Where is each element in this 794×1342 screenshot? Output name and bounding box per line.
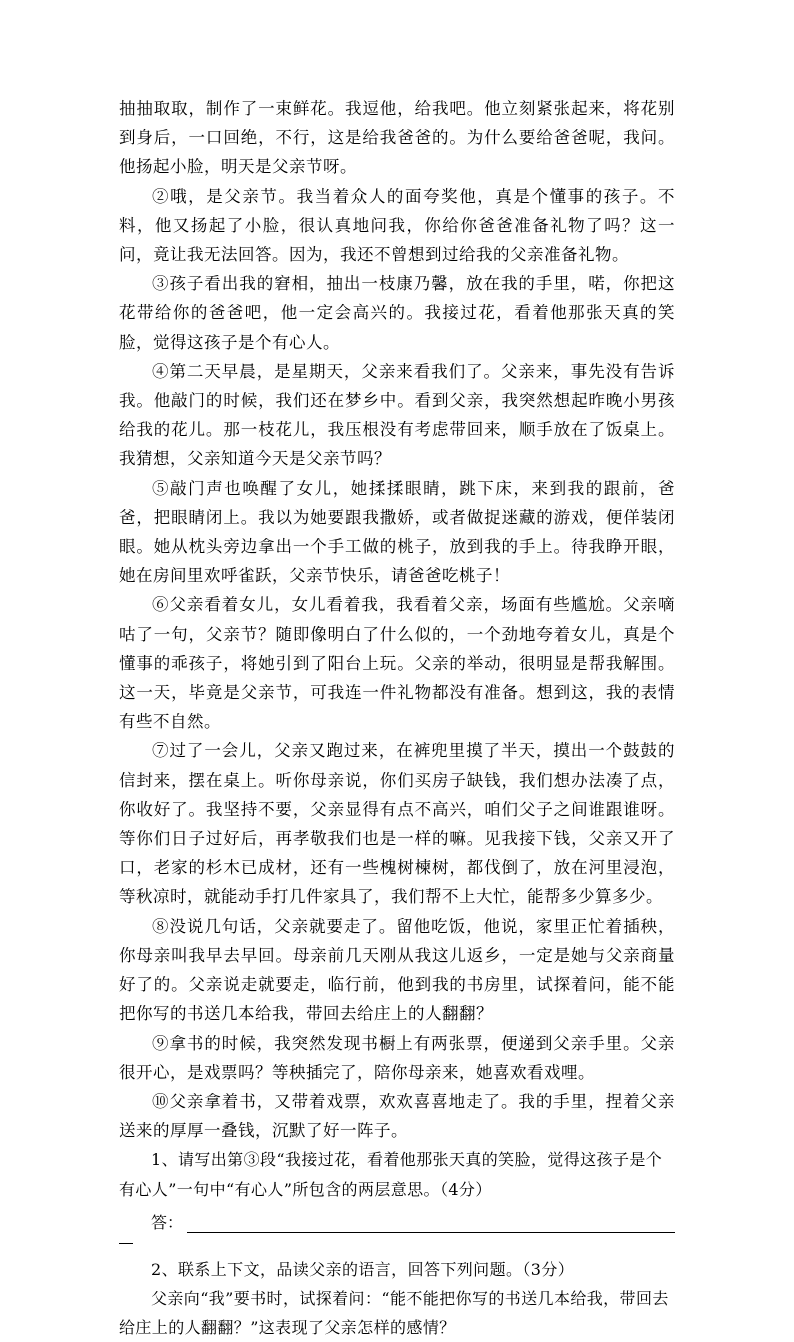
answer-label: 答： xyxy=(151,1212,184,1232)
paragraph-8: ⑧没说几句话，父亲就要走了。留他吃饭，他说，家里正忙着插秧，你母亲叫我早去早回。母亲前几天刚从我这儿返乡，一定是她与父亲商量好了的。父亲说走就要走，临行前，他到我的书房里，试探着问，能不能把你写的书送几本给我，带回去给庄上的人翻翻？ xyxy=(119,916,675,1024)
paragraph-10: ⑩父亲拿着书，又带着戏票，欢欢喜喜地走了。我的手里，捏着父亲送来的厚厚一叠钱，沉默了好一阵子。 xyxy=(119,1091,675,1141)
answer-row-1 xyxy=(119,1204,675,1233)
paragraph-7: ⑦过了一会儿，父亲又跑过来，在裤兜里摸了半天，摸出一个鼓鼓的信封来，摆在桌上。听你母亲说，你们买房子缺钱，我们想办法凑了点，你收好了。我坚持不要，父亲显得有点不高兴，咱们父子之间谁跟谁呀。等你们日子过好后，再孝敬我们也是一样的嘛。见我接下钱，父亲又开了口，老家的杉木已成材，还有一些槐树楝树，都伐倒了，放在河里浸泡，等秋凉时，就能动手打几件家具了，我们帮不上大忙，能帮多少算多少。 xyxy=(119,741,675,907)
paragraph-5: ⑤敲门声也唤醒了女儿，她揉揉眼睛，跳下床，来到我的跟前，爸爸，把眼睛闭上。我以为她要跟我撒娇，或者做捉迷藏的游戏，便佯装闭眼。她从枕头旁边拿出一个手工做的桃子，放到我的手上。待我睁开眼，她在房间里欢呼雀跃，父亲节快乐，请爸爸吃桃子！ xyxy=(119,478,675,586)
question-2: 2、联系上下文，品读父亲的语言，回答下列问题。（3分） xyxy=(151,1259,575,1279)
paragraph-3: ③孩子看出我的窘相，抽出一枝康乃馨，放在我的手里，喏，你把这花带给你的爸爸吧，他一定会高兴的。我接过花，看着他那张天真的笑脸，觉得这孩子是个有心人。 xyxy=(119,274,675,352)
paragraph-9: ⑨拿书的时候，我突然发现书橱上有两张票，便递到父亲手里。父亲很开心，是戏票吗？等秧插完了，陪你母亲来，她喜欢看戏哩。 xyxy=(119,1033,675,1082)
answer-continuation xyxy=(119,1233,675,1255)
question-2-text: 父亲向“我”要书时，试探着问：“能不能把你写的书送几本给我，带回去给庄上的人翻翻？”这表现了父亲怎样的感情？ xyxy=(119,1288,669,1338)
paragraph-0: 抽抽取取，制作了一束鲜花。我逗他，给我吧。他立刻紧张起来，将花别到身后，一口回绝，不行，这是给我爸爸的。为什么要给爸爸呢，我问。他扬起小脸，明天是父亲节呀。 xyxy=(119,99,675,177)
paragraph-4: ④第二天早晨，是星期天，父亲来看我们了。父亲来，事先没有告诉我。他敲门的时候，我们还在梦乡中。看到父亲，我突然想起昨晚小男孩给我的花儿。那一枝花儿，我压根没有考虑带回来，顺手放在了饭桌上。我猜想，父亲知道今天是父亲节吗？ xyxy=(119,361,675,469)
paragraph-6: ⑥父亲看着女儿，女儿看着我，我看着父亲，场面有些尴尬。父亲嘀咕了一句，父亲节？随即像明白了什么似的，一个劲地夸着女儿，真是个懂事的乖孩子，将她引到了阳台上玩。父亲的举动，很明显是帮我解围。这一天，毕竟是父亲节，可我连一件礼物都没有准备。想到这，我的表情有些不自然。 xyxy=(119,595,675,732)
question-1: 1、请写出第③段“我接过花，看着他那张天真的笑脸，觉得这孩子是个有心人”一句中“有心人”所包含的两层意思。（4分） xyxy=(119,1150,663,1199)
paragraph-2: ②哦，是父亲节。我当着众人的面夸奖他，真是个懂事的孩子。不料，他又扬起了小脸，很认真地问我，你给你爸爸准备礼物了吗？这一问，竟让我无法回答。因为，我还不曾想到过给我的父亲准备礼物。 xyxy=(119,186,675,265)
answer-dash xyxy=(119,1243,133,1244)
answer-blank-line[interactable] xyxy=(187,1214,675,1233)
document-page xyxy=(119,94,675,1342)
